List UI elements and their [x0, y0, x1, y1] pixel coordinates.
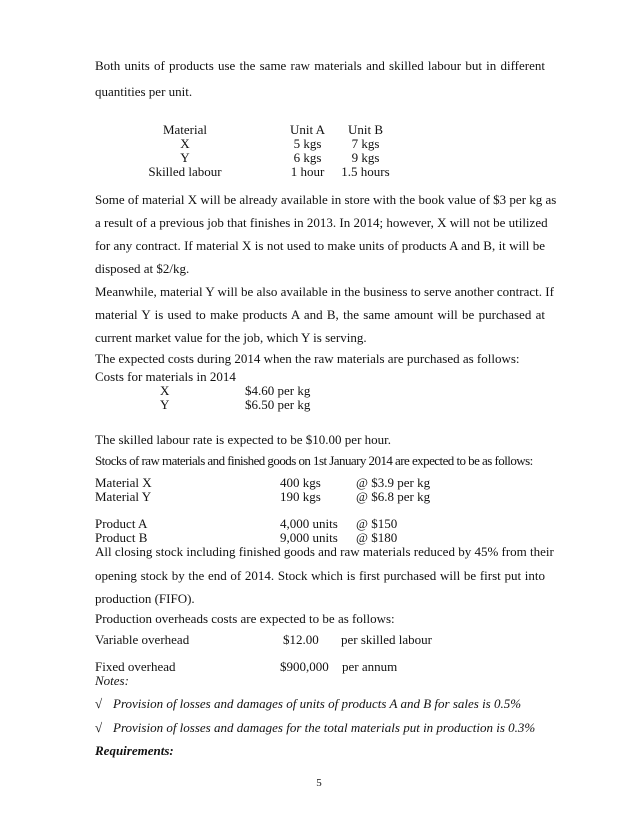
- check-icon: √: [95, 720, 103, 735]
- requirements-title: Requirements:: [95, 743, 174, 758]
- material-cost-price: $4.60 per kg: [245, 383, 311, 398]
- para-x-line: Some of material X will be already available in store with the book value of $3 per kg as: [95, 192, 557, 207]
- para-y-line: Meanwhile, material Y will be also available in the business to serve another contract. If: [95, 284, 554, 299]
- stocks-title: Stocks of raw materials and finished goods on 1st January 2014 are expected to be as follows:: [95, 453, 533, 468]
- usage-row-unit-b: 1.5 hours: [341, 164, 390, 179]
- para-x-line: for any contract. If material X is not used to make units of products A and B, it will be: [95, 238, 545, 253]
- overhead-amount: $12.00: [283, 632, 319, 647]
- note-text: Provision of losses and damages of units of products A and B for sales is 0.5%: [113, 696, 522, 711]
- page-number: 5: [316, 777, 322, 789]
- usage-header-material: Material: [162, 122, 208, 137]
- closing-stock-line: production (FIFO).: [95, 591, 195, 606]
- stock-material-qty: 400 kgs: [280, 475, 321, 490]
- usage-row-material: Y: [180, 150, 190, 165]
- usage-header-unit-a: Unit A: [289, 122, 326, 137]
- stock-material-price: @ $6.8 per kg: [356, 489, 431, 504]
- material-cost-name: X: [160, 383, 170, 398]
- note-text: Provision of losses and damages for the total materials put in production is 0.3%: [113, 720, 536, 735]
- usage-row-unit-a: 6 kgs: [293, 150, 322, 165]
- usage-row-material: Skilled labour: [148, 164, 222, 179]
- para-y-line: current market value for the job, which Y is serving.: [95, 330, 367, 345]
- check-icon: √: [95, 696, 103, 711]
- intro-line-2: quantities per unit.: [95, 84, 193, 99]
- usage-row-unit-a: 1 hour: [290, 164, 325, 179]
- closing-stock-line: All closing stock including finished goods and raw materials reduced by 45% from their: [95, 544, 554, 559]
- usage-row-unit-b: 9 kgs: [351, 150, 380, 165]
- stock-product-qty: 9,000 units: [280, 530, 338, 545]
- para-y-line: material Y is used to make products A and B, the same amount will be purchased at: [95, 307, 545, 322]
- overhead-basis: per annum: [342, 659, 398, 674]
- usage-header-unit-b: Unit B: [347, 122, 384, 137]
- notes-title: Notes:: [95, 673, 129, 688]
- stock-material-qty: 190 kgs: [280, 489, 321, 504]
- stock-material-price: @ $3.9 per kg: [356, 475, 431, 490]
- stock-material-name: Material X: [95, 475, 152, 490]
- costs-title: Costs for materials in 2014: [95, 369, 236, 384]
- para-x-line: disposed at $2/kg.: [95, 261, 190, 276]
- overheads-title: Production overheads costs are expected to be as follows:: [95, 611, 395, 626]
- usage-row-unit-b: 7 kgs: [351, 136, 380, 151]
- overhead-name: Fixed overhead: [95, 659, 176, 674]
- expected-costs-line: The expected costs during 2014 when the raw materials are purchased as follows:: [95, 351, 520, 366]
- labour-rate: The skilled labour rate is expected to be $10.00 per hour.: [95, 432, 392, 447]
- stock-product-price: @ $150: [356, 516, 398, 531]
- usage-row-unit-a: 5 kgs: [293, 136, 322, 151]
- overhead-name: Variable overhead: [95, 632, 190, 647]
- usage-row-material: X: [180, 136, 190, 151]
- overhead-amount: $900,000: [280, 659, 329, 674]
- closing-stock-line: opening stock by the end of 2014. Stock which is first purchased will be first put into: [95, 568, 545, 583]
- stock-product-name: Product B: [95, 530, 148, 545]
- overhead-basis: per skilled labour: [341, 632, 432, 647]
- stock-product-qty: 4,000 units: [280, 516, 338, 531]
- stock-product-name: Product A: [95, 516, 148, 531]
- stock-material-name: Material Y: [95, 489, 152, 504]
- intro-line-1: Both units of products use the same raw materials and skilled labour but in different: [95, 58, 545, 73]
- material-cost-price: $6.50 per kg: [245, 397, 311, 412]
- material-cost-name: Y: [160, 397, 170, 412]
- stock-product-price: @ $180: [356, 530, 398, 545]
- para-x-line: a result of a previous job that finishes in 2013. In 2014; however, X will not be utilized: [95, 215, 548, 230]
